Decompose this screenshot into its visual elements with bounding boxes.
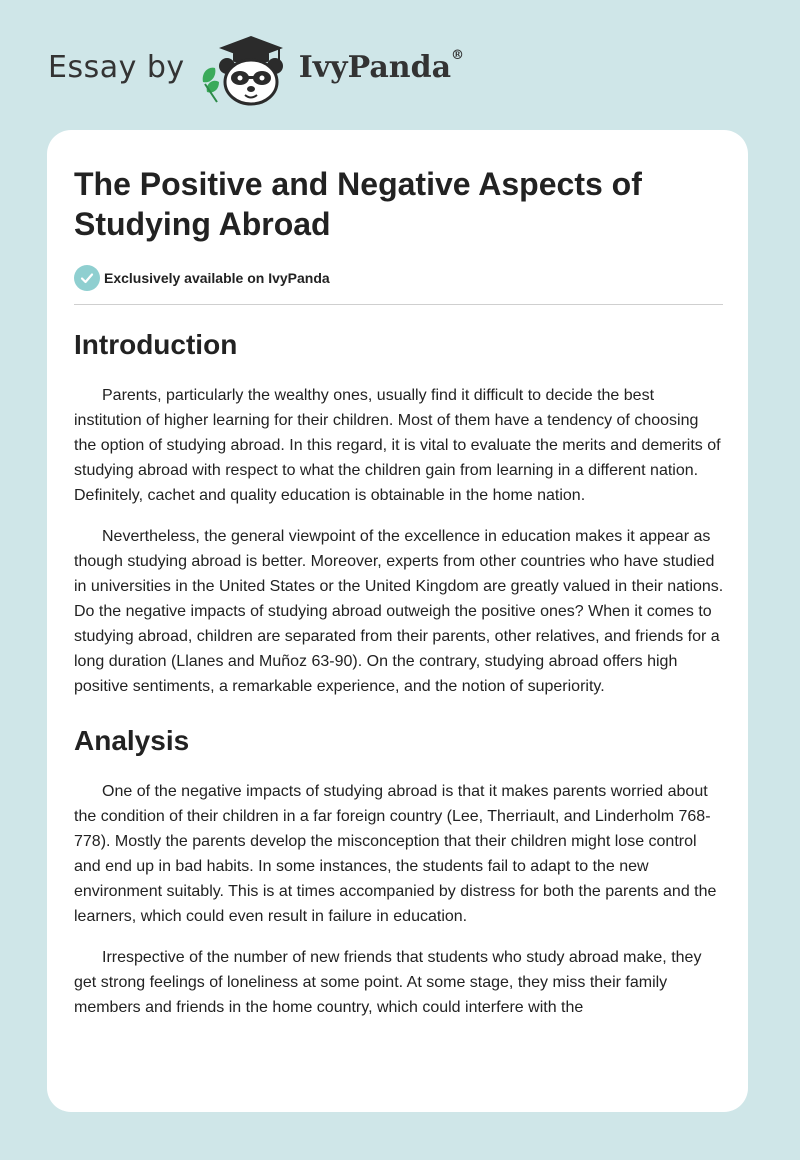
essay-by-label: Essay by: [48, 49, 185, 85]
essay-card: [47, 130, 748, 1112]
logo-name: IvyPanda: [298, 49, 452, 85]
paragraph: Parents, particularly the wealthy ones, usually find it difficult to decide the best institution of higher learning for their children. Most of them have a tendency of choosing the option of studying abroad. In this regard, it is vital to evaluate the merits and demerits of studying abroad with respect to what the children gain from learning in a different nation. Definitely, cachet and quality education is obtainable in the home nation.: [74, 387, 721, 504]
essay-content: [74, 164, 724, 1020]
paragraph: Irrespective of the number of new friends that students who study abroad make, they get strong feelings of loneliness at some point. At some stage, they miss their family members and friends in the home country, which could interfere with the: [74, 949, 702, 1016]
check-circle-icon: [74, 265, 100, 291]
section-heading: Analysis: [74, 725, 190, 756]
logo-wordmark: [298, 47, 465, 85]
section-analysis: [74, 723, 724, 1020]
exclusive-label: Exclusively available on IvyPanda: [104, 270, 330, 286]
registered-mark: ®: [451, 47, 465, 63]
divider: [74, 304, 723, 305]
brand-logo[interactable]: [48, 34, 464, 106]
panda-graduate-icon: [199, 34, 295, 106]
essay-title: The Positive and Negative Aspects of Studying Abroad: [74, 166, 642, 242]
section-heading: Introduction: [74, 329, 238, 360]
paragraph: One of the negative impacts of studying abroad is that it makes parents worried about the condition of their children in a far foreign country (Lee, Therriault, and Linderholm 768-778). Mostly the parents develop the misconception that their children might lose control and end up in bad habits. In some instances, the students fail to adapt to the new environment suitably. This is at times accompanied by distress for both the parents and the learners, which could even result in failure in education.: [74, 783, 717, 925]
section-introduction: [74, 327, 724, 699]
paragraph: Nevertheless, the general viewpoint of the excellence in education makes it appear as though studying abroad is better. Moreover, experts from other countries who have studied in universities in the United States or the United Kingdom are greatly valued in their nations. Do the negative impacts of studying abroad outweigh the positive ones? When it comes to studying abroad, children are separated from their parents, other relatives, and friends for a long duration (Llanes and Muñoz 63-90). On the contrary, studying abroad offers high positive sentiments, a remarkable experience, and the notion of superiority.: [74, 528, 724, 695]
exclusive-notice: [74, 264, 724, 292]
